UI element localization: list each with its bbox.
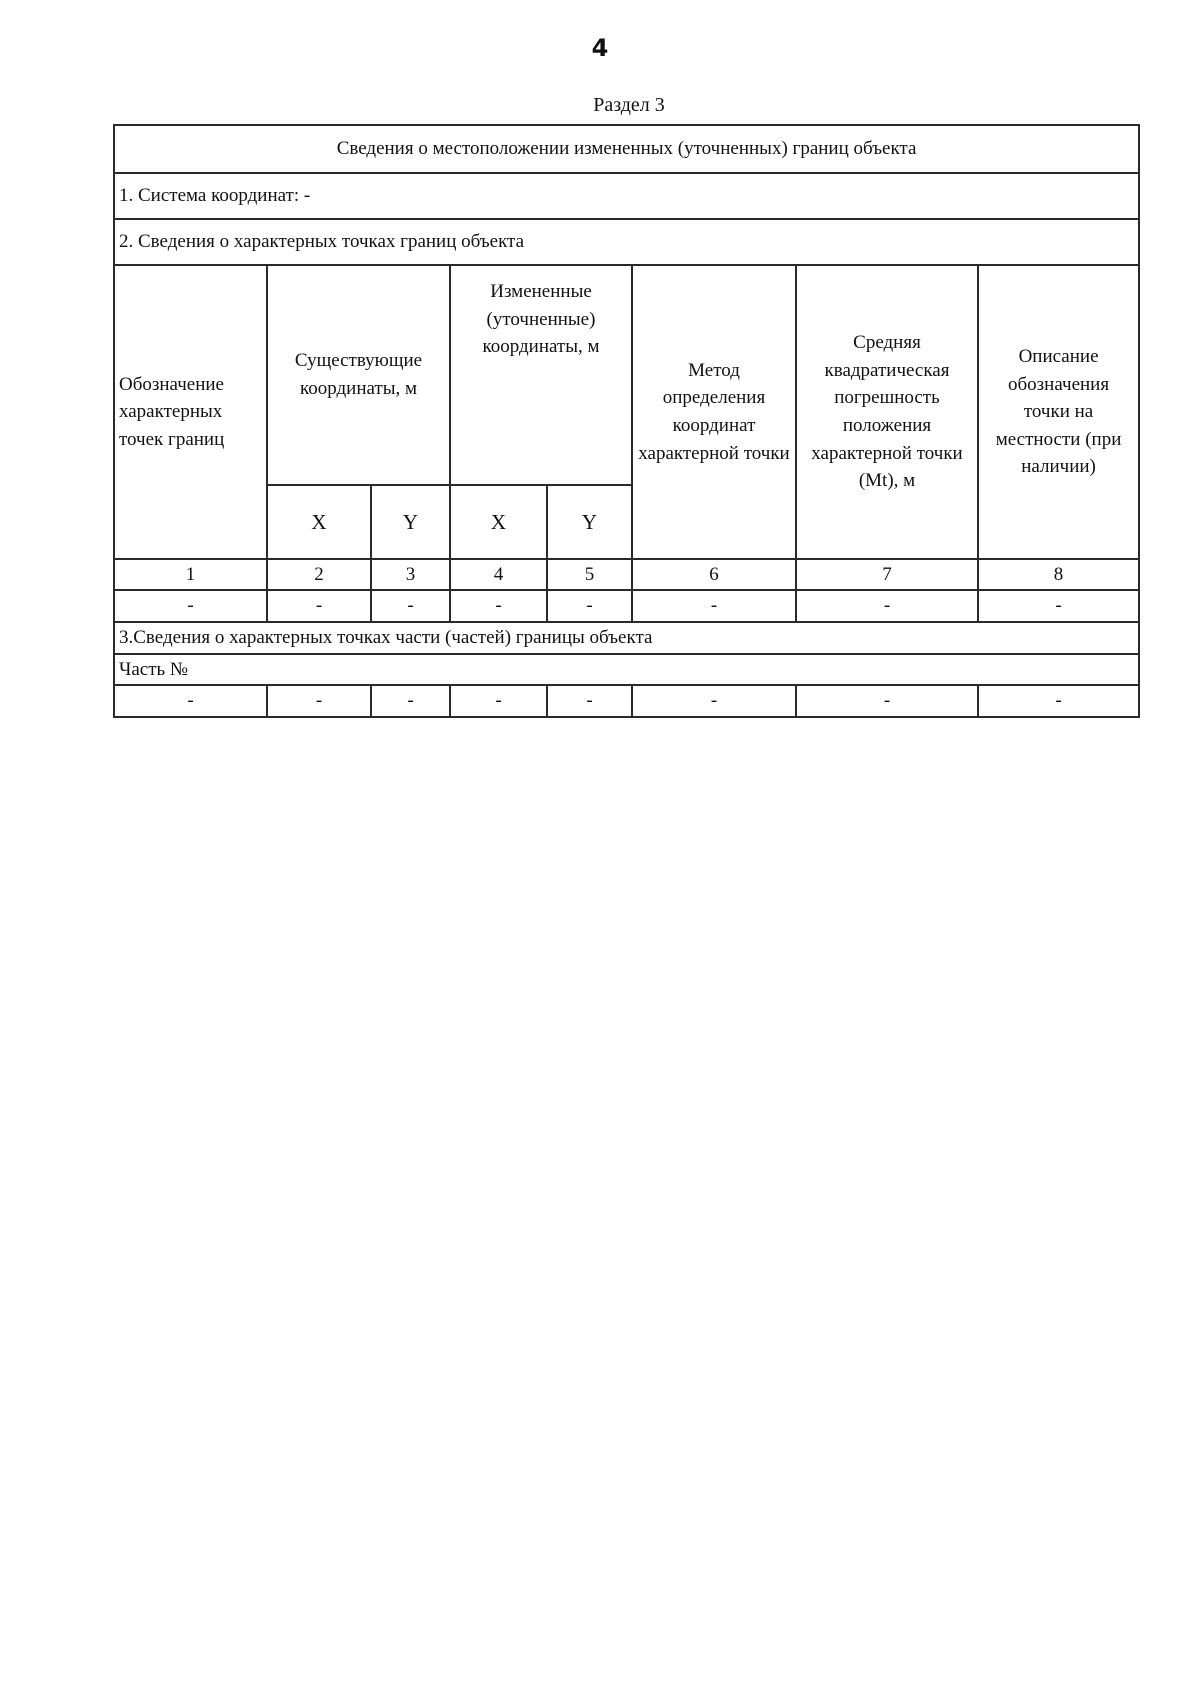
header-existing-x: X: [267, 485, 371, 559]
table-cell: -: [632, 685, 796, 717]
boundary-table: [113, 124, 1140, 718]
part-label-row: Часть №: [114, 654, 1139, 685]
table-cell: -: [114, 685, 267, 717]
table-cell: -: [547, 590, 632, 622]
column-number: 1: [114, 559, 267, 590]
header-existing-y: Y: [371, 485, 450, 559]
table-cell: -: [547, 685, 632, 717]
table-cell: -: [450, 590, 547, 622]
column-number: 2: [267, 559, 371, 590]
header-changed-x: X: [450, 485, 547, 559]
table-row: [114, 685, 1139, 717]
column-number-row: [114, 559, 1139, 590]
header-existing-coords: Существующие координаты, м: [267, 265, 450, 485]
table-cell: -: [371, 685, 450, 717]
table-cell: -: [978, 590, 1139, 622]
table-cell: -: [450, 685, 547, 717]
header-changed-coords: Измененные (уточненные) координаты, м: [450, 265, 632, 485]
page-number: 4: [591, 34, 609, 62]
section-label: Раздел 3: [593, 94, 665, 116]
column-number: 7: [796, 559, 978, 590]
table-cell: -: [796, 685, 978, 717]
column-number: 4: [450, 559, 547, 590]
column-number: 3: [371, 559, 450, 590]
table-cell: -: [267, 590, 371, 622]
header-error: Средняя квадратическая погрешность положения характерной точки (Mt), м: [796, 265, 978, 559]
table-title: Сведения о местоположении измененных (уточненных) границ объекта: [114, 125, 1139, 173]
header-changed-y: Y: [547, 485, 632, 559]
table-cell: -: [978, 685, 1139, 717]
table-cell: -: [114, 590, 267, 622]
points-heading-row: 2. Сведения о характерных точках границ объекта: [114, 219, 1139, 265]
coord-system-row: 1. Система координат: -: [114, 173, 1139, 219]
table-row: [114, 590, 1139, 622]
column-number: 5: [547, 559, 632, 590]
header-method: Метод определения координат характерной точки: [632, 265, 796, 559]
header-point-designation: Обозначение характерных точек границ: [114, 265, 267, 559]
column-number: 6: [632, 559, 796, 590]
column-number: 8: [978, 559, 1139, 590]
table-cell: -: [632, 590, 796, 622]
table-cell: -: [267, 685, 371, 717]
header-description: Описание обозначения точки на местности (при наличии): [978, 265, 1139, 559]
parts-heading-row: 3.Сведения о характерных точках части (частей) границы объекта: [114, 622, 1139, 654]
table-cell: -: [371, 590, 450, 622]
table-cell: -: [796, 590, 978, 622]
